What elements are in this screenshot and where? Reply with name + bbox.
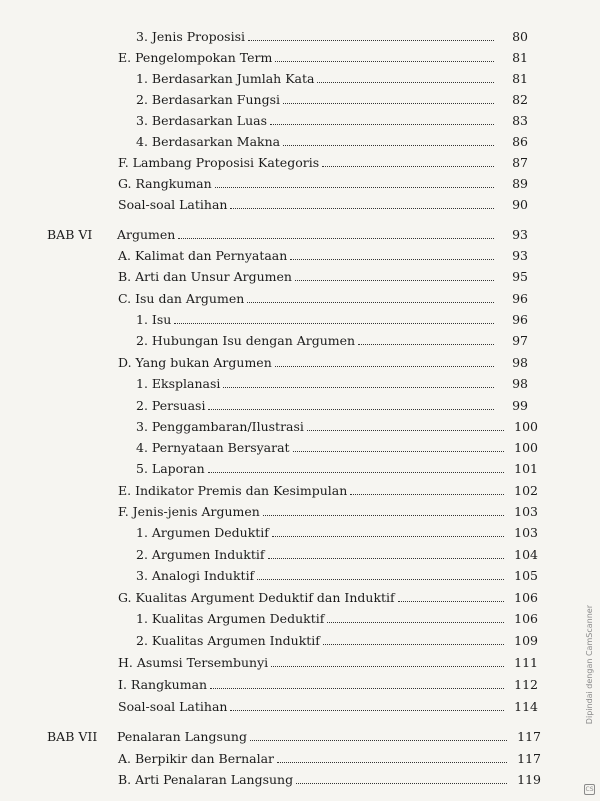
page-number: 117: [517, 751, 541, 766]
toc-row: [118, 350, 528, 370]
toc-entry-title: 1. Kualitas Argumen Deduktif: [136, 611, 325, 626]
page-number: 119: [517, 772, 541, 787]
toc-row: [118, 585, 538, 605]
toc-entry-title: 3. Analogi Induktif: [136, 568, 255, 583]
dot-leader: [275, 60, 494, 62]
toc-chapter-row: [47, 724, 541, 744]
page-number: 81: [512, 71, 528, 86]
page-number: 99: [512, 398, 528, 413]
toc-row: [118, 499, 538, 519]
page-number: 89: [512, 176, 528, 191]
page-number: 106: [514, 611, 538, 626]
page-number: 100: [514, 419, 538, 434]
toc-entry-title: 2. Hubungan Isu dengan Argumen: [136, 333, 356, 348]
page-number: 80: [512, 29, 528, 44]
toc-row: [136, 87, 528, 107]
toc-row: [136, 520, 538, 540]
page-number: 103: [514, 504, 538, 519]
toc-entry-title: A. Berpikir dan Bernalar: [118, 751, 275, 766]
dot-leader: [247, 301, 494, 303]
page-number: 82: [512, 92, 528, 107]
page-number: 106: [514, 590, 538, 605]
page-number: 100: [514, 440, 538, 455]
dot-leader: [174, 322, 494, 324]
toc-row: [136, 24, 528, 44]
page-number: 96: [512, 312, 528, 327]
toc-row: [136, 628, 538, 648]
camscanner-icon: CS: [585, 786, 594, 793]
toc-row: [136, 66, 528, 86]
toc-entry-title: D. Yang bukan Argumen: [118, 355, 272, 370]
page-number: 103: [514, 525, 538, 540]
dot-leader: [296, 782, 507, 784]
toc-entry-title: 4. Berdasarkan Makna: [136, 134, 281, 149]
toc-entry-title: B. Arti Penalaran Langsung: [118, 772, 294, 787]
dot-leader: [248, 39, 494, 41]
dot-leader: [358, 343, 494, 345]
toc-entry-title: A. Kalimat dan Pernyataan: [118, 248, 288, 263]
toc-entry-title: Soal-soal Latihan: [118, 699, 228, 714]
dot-leader: [250, 739, 507, 741]
toc-row: [118, 650, 538, 670]
toc-entry-title: Argumen: [117, 227, 176, 242]
page-number: 96: [512, 291, 528, 306]
dot-leader: [271, 665, 504, 667]
toc-row: [136, 435, 538, 455]
dot-leader: [327, 621, 504, 623]
toc-row: [136, 307, 528, 327]
toc-chapter-row: [47, 222, 528, 242]
page-number: 93: [512, 227, 528, 242]
toc-row: [136, 108, 528, 128]
page-number: 105: [514, 568, 538, 583]
dot-leader: [223, 386, 494, 388]
toc-entry-title: 2. Berdasarkan Fungsi: [136, 92, 280, 107]
dot-leader: [277, 761, 507, 763]
scanner-watermark: Dipindai dengan CamScanner: [585, 605, 594, 725]
toc-entry-title: E. Indikator Premis dan Kesimpulan: [118, 483, 348, 498]
dot-leader: [293, 450, 504, 452]
dot-leader: [270, 123, 494, 125]
page-number: 98: [512, 376, 528, 391]
toc-entry-title: 2. Argumen Induktif: [136, 547, 265, 562]
page-number: 111: [514, 655, 538, 670]
toc-entry-title: 3. Jenis Proposisi: [136, 29, 246, 44]
page-number: 117: [517, 729, 541, 744]
toc-row: [136, 393, 528, 413]
dot-leader: [263, 514, 504, 516]
page-number: 114: [514, 699, 538, 714]
toc-entry-title: F. Lambang Proposisi Kategoris: [118, 155, 320, 170]
dot-leader: [230, 709, 504, 711]
page-number: 83: [512, 113, 528, 128]
page-number: 93: [512, 248, 528, 263]
dot-leader: [283, 102, 494, 104]
dot-leader: [210, 687, 504, 689]
page-number: 98: [512, 355, 528, 370]
page-number: 104: [514, 547, 538, 562]
toc-row: [118, 694, 538, 714]
toc-row: [136, 542, 538, 562]
toc-entry-title: 1. Berdasarkan Jumlah Kata: [136, 71, 315, 86]
page-number: 102: [514, 483, 538, 498]
dot-leader: [290, 258, 494, 260]
dot-leader: [272, 535, 504, 537]
dot-leader: [268, 557, 505, 559]
toc-row: [118, 150, 528, 170]
page-number: 86: [512, 134, 528, 149]
toc-row: [118, 478, 538, 498]
toc-entry-title: 3. Penggambaran/Ilustrasi: [136, 419, 304, 434]
toc-row: [118, 45, 528, 65]
dot-leader: [295, 279, 494, 281]
toc-row: [136, 563, 538, 583]
toc-row: [136, 371, 528, 391]
page-number: 95: [512, 269, 528, 284]
toc-row: [136, 129, 528, 149]
page-number: 101: [514, 461, 538, 476]
toc-row: [118, 672, 538, 692]
toc-entry-title: F. Jenis-jenis Argumen: [118, 504, 260, 519]
toc-entry-title: 4. Pernyataan Bersyarat: [136, 440, 290, 455]
toc-row: [136, 606, 538, 626]
page-number: 87: [512, 155, 528, 170]
page-number: 90: [512, 197, 528, 212]
toc-row: [136, 328, 528, 348]
dot-leader: [230, 207, 494, 209]
page-number: 112: [514, 677, 538, 692]
toc-entry-title: G. Rangkuman: [118, 176, 212, 191]
dot-leader: [208, 408, 494, 410]
toc-entry-title: 5. Laporan: [136, 461, 205, 476]
dot-leader: [257, 578, 504, 580]
toc-entry-title: I. Rangkuman: [118, 677, 208, 692]
page-number: 81: [512, 50, 528, 65]
chapter-label: BAB VI: [47, 227, 93, 242]
dot-leader: [323, 643, 504, 645]
toc-row: [136, 414, 538, 434]
toc-entry-title: 3. Berdasarkan Luas: [136, 113, 268, 128]
dot-leader: [275, 365, 494, 367]
toc-entry-title: 1. Eksplanasi: [136, 376, 221, 391]
dot-leader: [215, 186, 494, 188]
dot-leader: [317, 81, 494, 83]
toc-row: [118, 767, 541, 787]
toc-entry-title: 2. Persuasi: [136, 398, 206, 413]
dot-leader: [283, 144, 494, 146]
page-number: 97: [512, 333, 528, 348]
toc-row: [118, 286, 528, 306]
toc-row: [118, 171, 528, 191]
toc-entry-title: 1. Argumen Deduktif: [136, 525, 269, 540]
toc-entry-title: 1. Isu: [136, 312, 172, 327]
chapter-label: BAB VII: [47, 729, 98, 744]
toc-entry-title: Soal-soal Latihan: [118, 197, 228, 212]
dot-leader: [307, 429, 504, 431]
toc-entry-title: H. Asumsi Tersembunyi: [118, 655, 269, 670]
dot-leader: [178, 237, 494, 239]
toc-entry-title: E. Pengelompokan Term: [118, 50, 273, 65]
toc-entry-title: B. Arti dan Unsur Argumen: [118, 269, 292, 284]
toc-entry-title: C. Isu dan Argumen: [118, 291, 245, 306]
page-number: 109: [514, 633, 538, 648]
toc-row: [118, 264, 528, 284]
toc-entry-title: G. Kualitas Argument Deduktif dan Induktif: [118, 590, 395, 605]
toc-row: [118, 192, 528, 212]
dot-leader: [208, 471, 504, 473]
toc-entry-title: 2. Kualitas Argumen Induktif: [136, 633, 320, 648]
toc-entry-title: Penalaran Langsung: [117, 729, 247, 744]
toc-row: [118, 746, 541, 766]
toc-row: [136, 456, 538, 476]
dot-leader: [398, 600, 504, 602]
dot-leader: [322, 165, 494, 167]
dot-leader: [350, 493, 504, 495]
toc-row: [118, 243, 528, 263]
